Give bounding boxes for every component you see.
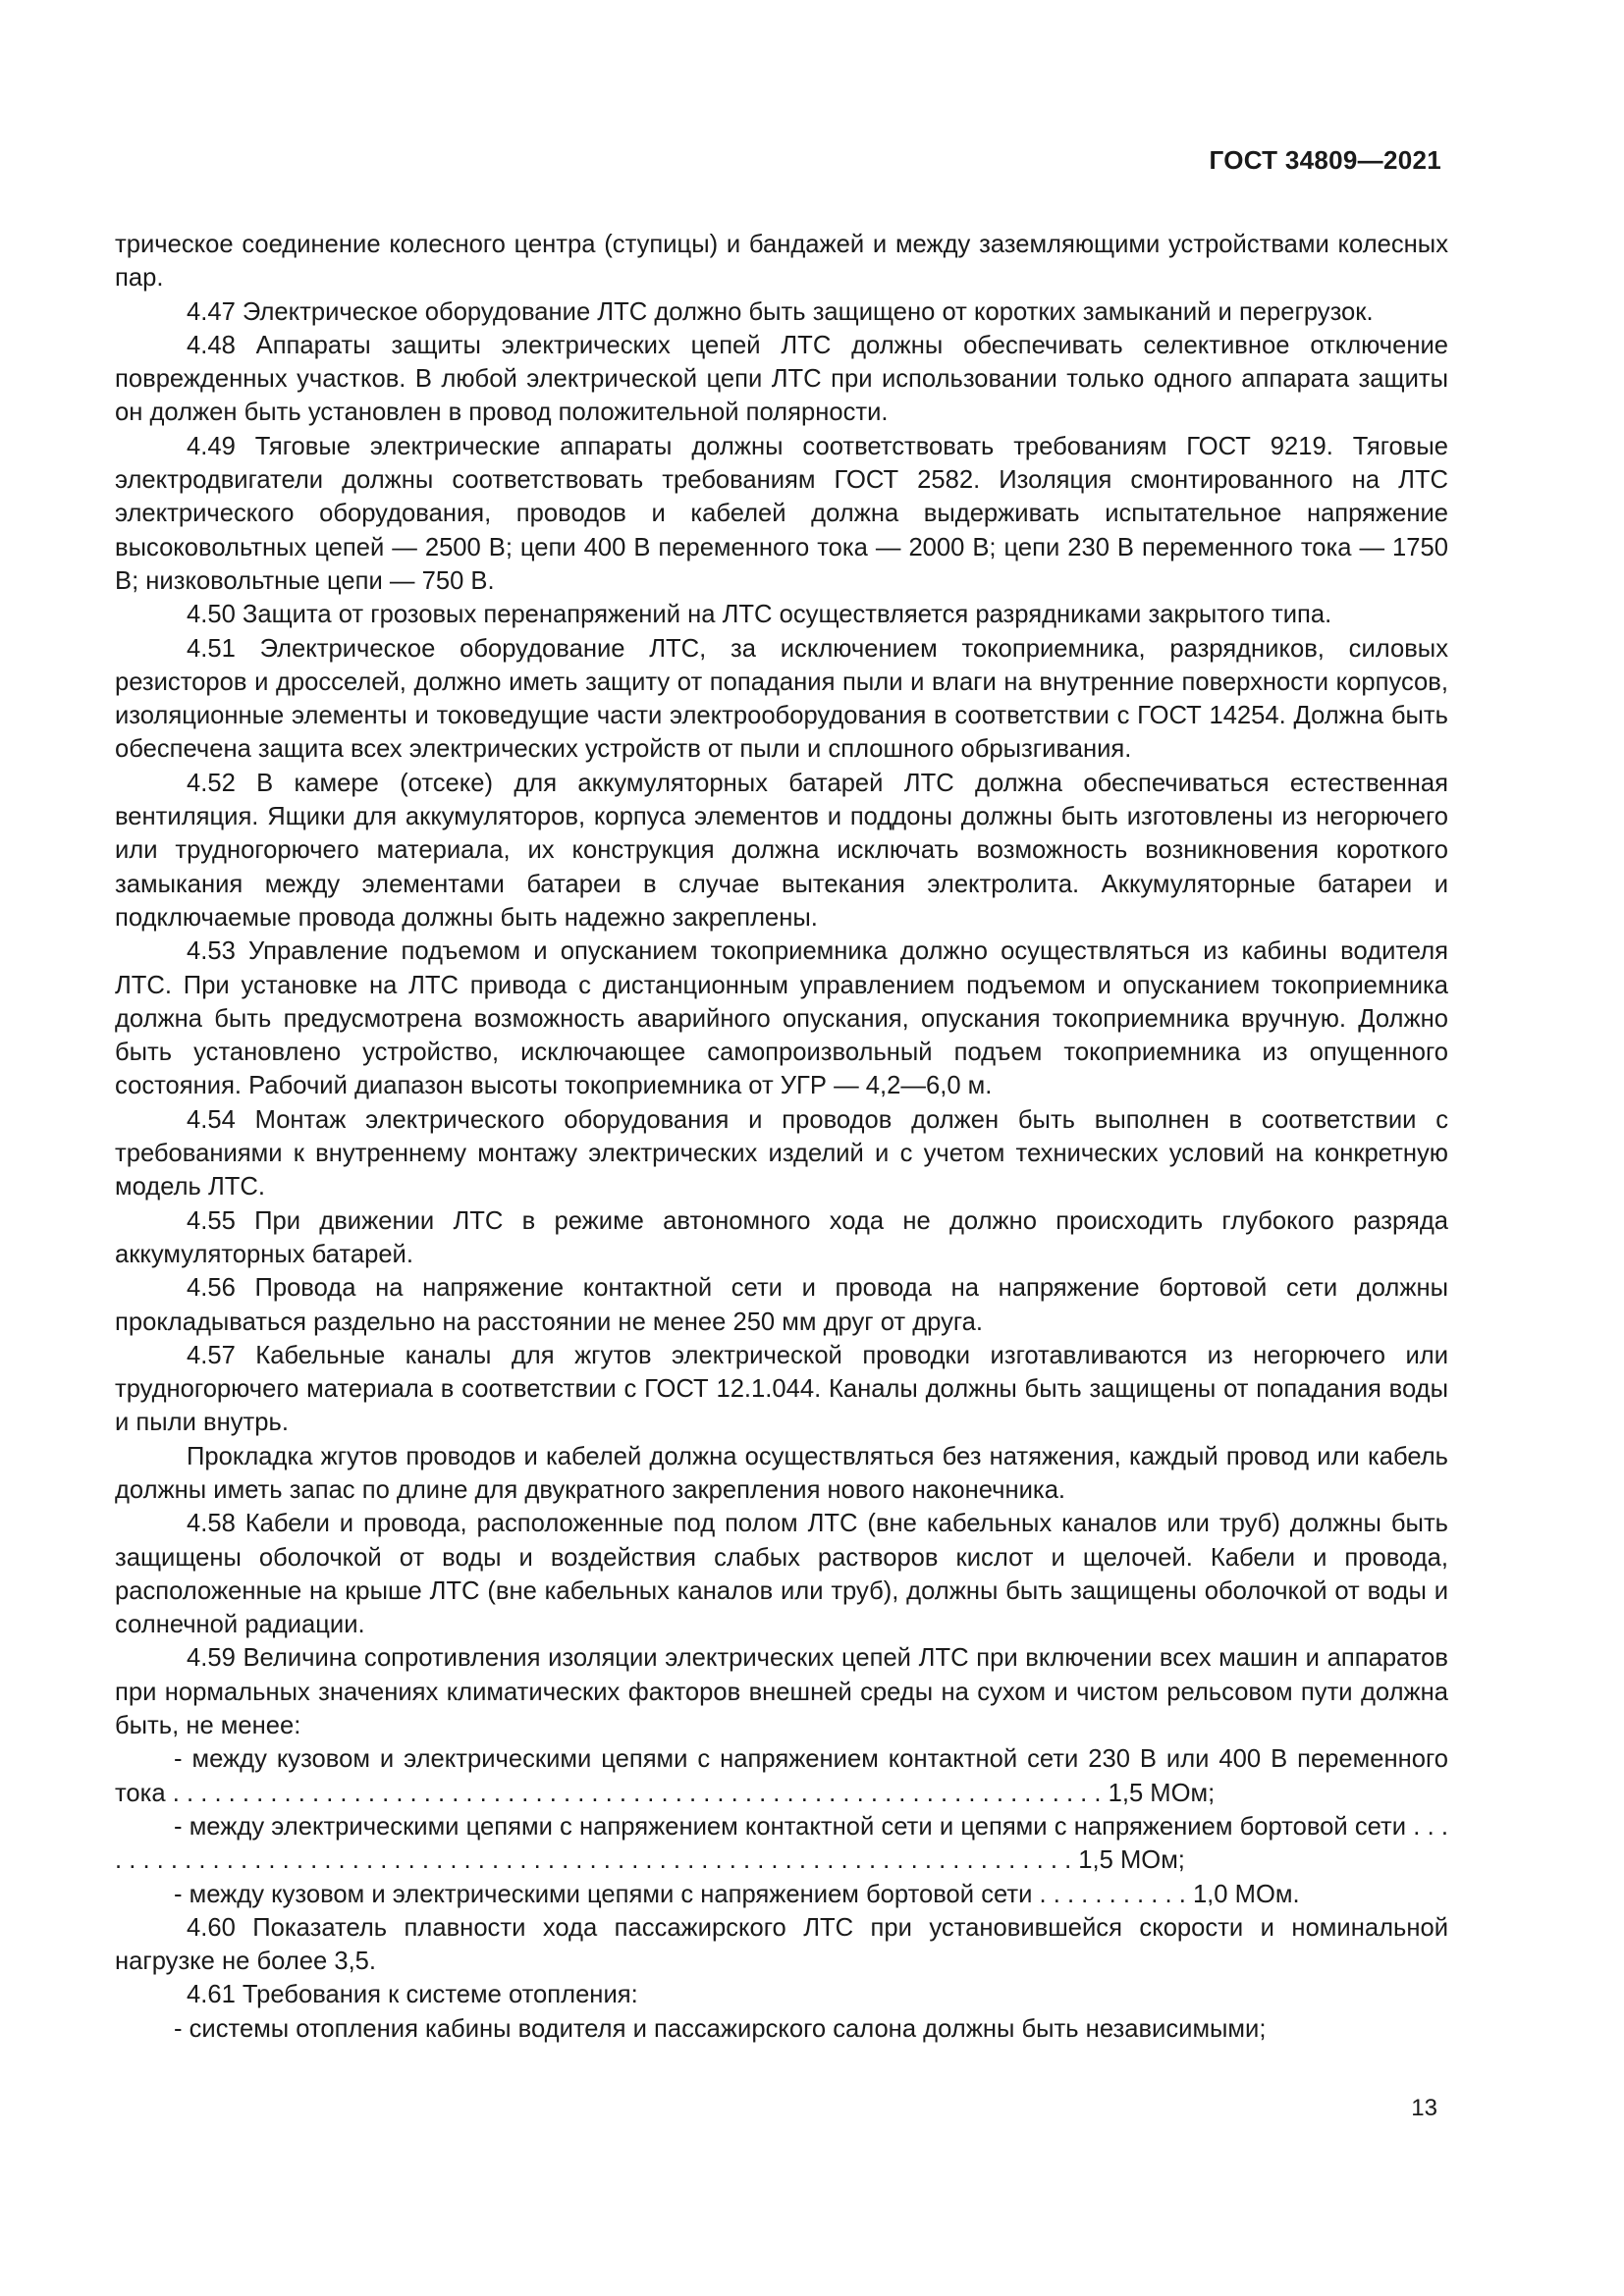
paragraph-4-54: 4.54 Монтаж электрического оборудования и проводов должен быть выполнен в соответствии с требованиями к внутреннему монтажу электрических изделий и с учетом технических условий на конкретную модель ЛТС. <box>115 1105 1448 1201</box>
document-header: ГОСТ 34809—2021 <box>1209 145 1441 175</box>
paragraph-4-56: 4.56 Провода на напряжение контактной сети и провода на напряжение бортовой сети должны прокладываться раздельно на расстоянии не менее 250 мм друг от друга. <box>115 1274 1448 1336</box>
paragraph-4-60: 4.60 Показатель плавности хода пассажирского ЛТС при установившейся скорости и номинальной нагрузке не более 3,5. <box>115 1913 1448 1976</box>
list-item-insulation-2: - между электрическими цепями с напряжением контактной сети и цепями с напряжением бортовой сети . . . . . . . . . . . . . . . . . . . . . . . . . . . . . . . . . . . . . . . . . . . . . . . . . . . . . . . . . . . . . . . . . . . . . . . . 1,5 МОм; <box>115 1812 1448 1875</box>
list-item-heating-1: - системы отопления кабины водителя и пассажирского салона должны быть независимыми; <box>174 2014 1267 2043</box>
paragraph-continuation: трическое соединение колесного центра (ступицы) и бандажей и между заземляющими устройствами колесных пар. <box>115 231 1448 293</box>
paragraph-4-51: 4.51 Электрическое оборудование ЛТС, за исключением токоприемника, разрядников, силовых резисторов и дросселей, должно иметь защиту от попадания пыли и влаги на внутренние поверхности корпусов, изоляционные элементы и токоведущие части электрооборудования в соответствии с ГОСТ 14254. Должна быть обеспечена защита всех электрических устройств от пыли и сплошного обрызгивания. <box>115 634 1448 764</box>
paragraph-4-55: 4.55 При движении ЛТС в режиме автономного хода не должно происходить глубокого разряда аккумуляторных батарей. <box>115 1206 1448 1268</box>
page-number: 13 <box>1411 2095 1437 2121</box>
paragraph-4-59: 4.59 Величина сопротивления изоляции электрических цепей ЛТС при включении всех машин и аппаратов при нормальных значениях климатических факторов внешней среды на сухом и чистом рельсовом пути должна быть, не менее: <box>115 1644 1448 1740</box>
paragraph-4-50: 4.50 Защита от грозовых перенапряжений на ЛТС осуществляется разрядниками закрытого типа. <box>187 601 1332 629</box>
paragraph-4-53: 4.53 Управление подъемом и опусканием токоприемника должно осуществляться из кабины водителя ЛТС. При установке на ЛТС привода с дистанционным управлением подъемом и опусканием токоприемника должна быть предусмотрена возможность аварийного опускания, опускания токоприемника вручную. Должно быть установлено устройство, исключающее самопроизвольный подъем токоприемника из опущенного состояния. Рабочий диапазон высоты токоприемника от УГР — 4,2—6,0 м. <box>115 937 1448 1100</box>
list-item-insulation-3: - между кузовом и электрическими цепями с напряжением бортовой сети . . . . . . . . . . . 1,0 МОм. <box>174 1880 1300 1908</box>
paragraph-4-57: 4.57 Кабельные каналы для жгутов электрической проводки изготавливаются из негорючего или трудногорючего материала в соответствии с ГОСТ 12.1.044. Каналы должны быть защищены от попадания воды и пыли внутрь. <box>115 1341 1448 1437</box>
paragraph-4-49: 4.49 Тяговые электрические аппараты должны соответствовать требованиям ГОСТ 9219. Тяговые электродвигатели должны соответствовать требованиям ГОСТ 2582. Изоляция смонтированного на ЛТС электрического оборудования, проводов и кабелей должна выдерживать испытательное напряжение высоковольтных цепей — 2500 В; цепи 400 В переменного тока — 2000 В; цепи 230 В переменного тока — 1750 В; низковольтные цепи — 750 В. <box>115 432 1448 595</box>
paragraph-4-48: 4.48 Аппараты защиты электрических цепей ЛТС должны обеспечивать селективное отключение поврежденных участков. В любой электрической цепи ЛТС при использовании только одного аппарата защиты он должен быть установлен в провод положительной полярности. <box>115 331 1448 427</box>
paragraph-4-58: 4.58 Кабели и провода, расположенные под полом ЛТС (вне кабельных каналов или труб) должны быть защищены оболочкой от воды и воздействия слабых растворов кислот и щелочей. Кабели и провода, расположенные на крыше ЛТС (вне кабельных каналов или труб), должны быть защищены оболочкой от воды и солнечной радиации. <box>115 1510 1448 1639</box>
paragraph-4-61: 4.61 Требования к системе отопления: <box>187 1981 638 2009</box>
paragraph-4-52: 4.52 В камере (отсеке) для аккумуляторных батарей ЛТС должна обеспечиваться естественная вентиляция. Ящики для аккумуляторов, корпуса элементов и поддоны должны быть изготовлены из негорючего или трудногорючего материала, их конструкция должна исключать возможность возникновения короткого замыкания между элементами батареи в случае вытекания электролита. Аккумуляторные батареи и подключаемые провода должны быть надежно закреплены. <box>115 769 1448 932</box>
document-body <box>115 228 1448 2046</box>
paragraph-4-47: 4.47 Электрическое оборудование ЛТС должно быть защищено от коротких замыканий и перегрузок. <box>187 297 1374 326</box>
list-item-insulation-1: - между кузовом и электрическими цепями с напряжением контактной сети 230 В или 400 В переменного тока . . . . . . . . . . . . . . . . . . . . . . . . . . . . . . . . . . . . . . . . . . . . . . . . . . . . . . . . . . . . . . . . . . . 1,5 МОм; <box>115 1745 1448 1807</box>
paragraph-4-57-cont: Прокладка жгутов проводов и кабелей должна осуществляться без натяжения, каждый провод или кабель должны иметь запас по длине для двукратного закрепления нового наконечника. <box>115 1442 1448 1504</box>
